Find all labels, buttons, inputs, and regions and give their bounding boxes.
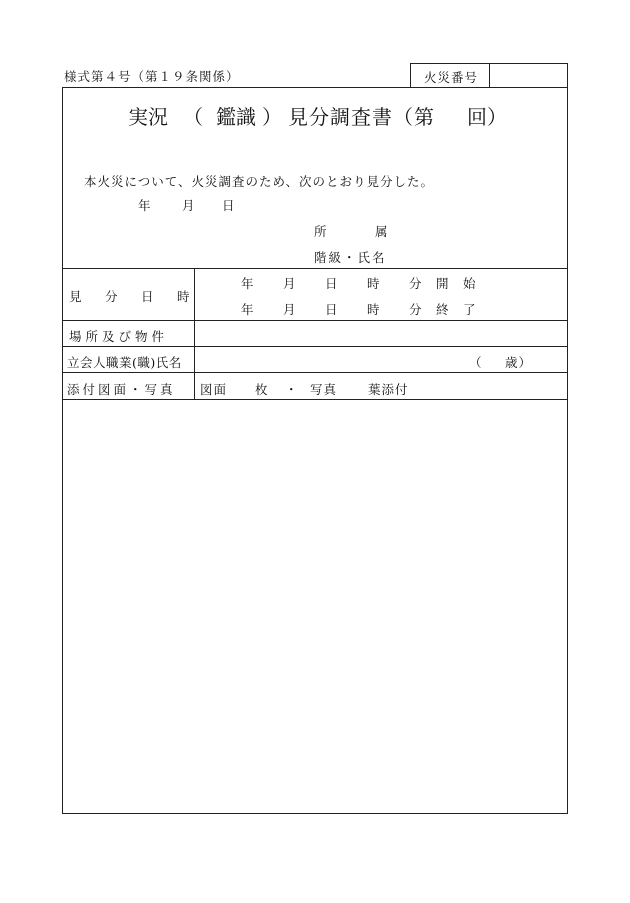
title-part-4: 回） <box>467 105 507 129</box>
attachment-label: 添付図面・写真 <box>67 382 176 397</box>
witness-age-label: 歳） <box>505 355 533 370</box>
end-shu: 終 <box>436 302 450 317</box>
date-day: 日 <box>222 198 236 213</box>
form-label: 様式第４号（第１９条関係） <box>64 69 240 84</box>
end-day: 日 <box>325 302 339 317</box>
witness-label: 立会人職業(職)氏名 <box>67 355 182 370</box>
location-label: 場所及び物件 <box>69 329 169 344</box>
end-hour: 時 <box>367 302 381 317</box>
attachment-sheets: 枚 <box>255 382 269 397</box>
intro-text: 本火災について、火災調査のため、次のとおり見分した。 <box>84 174 435 189</box>
start-month: 月 <box>283 276 297 291</box>
end-month: 月 <box>283 302 297 317</box>
title-part-1: 実況 <box>128 105 168 129</box>
start-hour: 時 <box>367 276 381 291</box>
end-minute: 分 <box>409 302 423 317</box>
start-kai: 開 <box>436 276 450 291</box>
attachment-drawings: 図面 <box>200 382 228 397</box>
inspection-time-label-3: 日 <box>141 289 155 304</box>
end-ryo: 了 <box>463 302 477 317</box>
witness-age-open: （ <box>469 355 483 370</box>
end-year: 年 <box>241 302 255 317</box>
affiliation-label-1: 所 <box>314 224 328 239</box>
affiliation-label-2: 属 <box>375 224 389 239</box>
start-day: 日 <box>325 276 339 291</box>
date-year: 年 <box>138 198 152 213</box>
body-area[interactable] <box>63 400 567 813</box>
inspection-time-label-1: 見 <box>69 289 83 304</box>
start-shi: 始 <box>463 276 477 291</box>
attachment-leaves: 葉添付 <box>368 382 409 397</box>
rank-name-label: 階級・氏名 <box>314 250 387 265</box>
title-part-3: 見分調査書（第 <box>288 105 435 129</box>
start-minute: 分 <box>409 276 423 291</box>
title-part-2: 鑑識 <box>216 105 256 129</box>
title-paren-close: ） <box>262 105 282 129</box>
inspection-time-label-4: 時 <box>177 289 191 304</box>
attachment-photos: 写真 <box>310 382 338 397</box>
fire-number-label: 火災番号 <box>424 70 479 85</box>
attachment-dot: ・ <box>285 382 299 397</box>
title-paren-open: （ <box>183 105 203 129</box>
start-year: 年 <box>241 276 255 291</box>
inspection-time-label-2: 分 <box>105 289 119 304</box>
date-month: 月 <box>182 198 196 213</box>
